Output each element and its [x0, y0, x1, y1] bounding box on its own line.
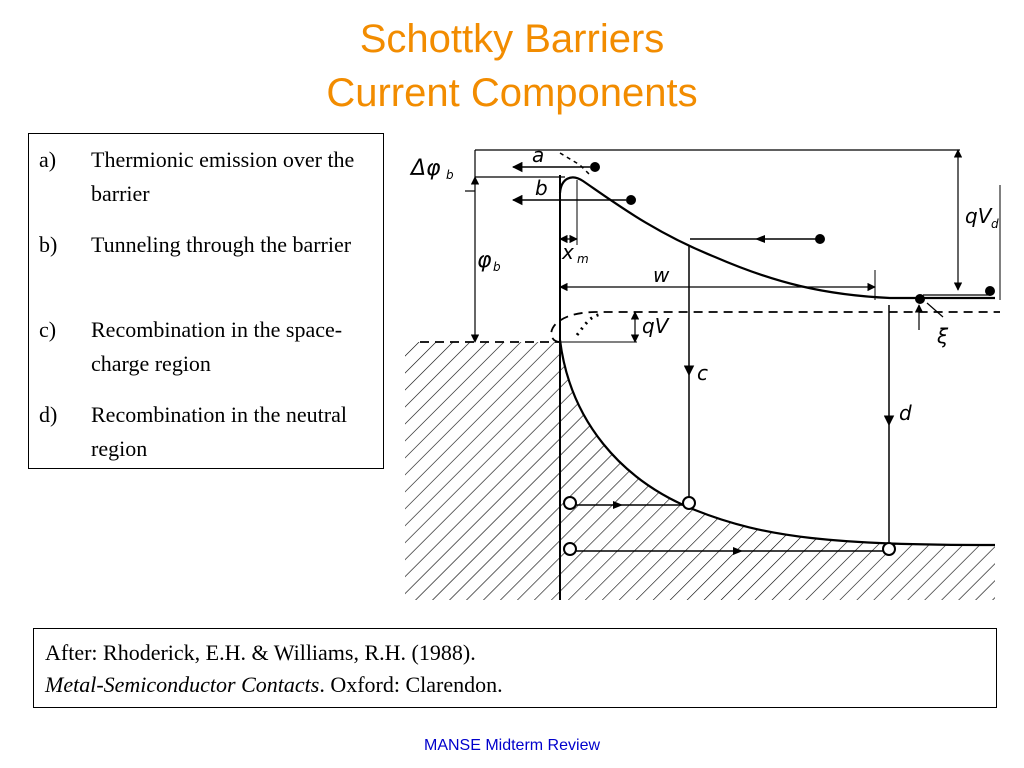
qv-label: qV — [642, 314, 669, 338]
delta-phi-b-subscript: b — [446, 168, 454, 182]
citation-book-title: Metal-Semiconductor Contacts — [45, 672, 320, 697]
list-item-text: Thermionic emission over the barrier — [91, 147, 355, 206]
path-b-label: b — [535, 176, 548, 200]
qvd-subscript: d — [991, 217, 999, 231]
list-item — [39, 313, 379, 381]
path-a-thermionic — [513, 143, 600, 172]
qvd-label: qV — [965, 204, 992, 228]
list-item-marker: a) — [39, 147, 57, 172]
image-force-dashed — [560, 153, 590, 175]
path-b-tunneling — [513, 176, 636, 205]
quasi-fermi-dotted — [577, 314, 603, 335]
semiconductor-fermi-level — [551, 312, 1000, 342]
list-item-text: Recombination in the neutral region — [91, 402, 347, 461]
citation-line-2 — [45, 669, 996, 701]
list-item — [39, 228, 379, 262]
list-item-text: Recombination in the space-charge region — [91, 317, 343, 376]
current-components-list — [28, 133, 384, 469]
x-m-subscript: m — [577, 252, 589, 266]
list-item-marker: c) — [39, 317, 57, 342]
phi-b-label: φ — [477, 248, 492, 273]
citation-box — [33, 628, 997, 708]
metal-region — [405, 175, 560, 600]
citation-publisher: . Oxford: Clarendon. — [319, 672, 503, 697]
valence-band-region — [560, 335, 1000, 600]
xi-label: ξ — [937, 324, 949, 348]
phi-b-subscript: b — [493, 260, 501, 274]
citation-line-1: After: Rhoderick, E.H. & Williams, R.H. (1988). — [45, 640, 476, 665]
list-item — [39, 398, 379, 466]
list-item-text: Tunneling through the barrier — [91, 232, 352, 257]
list-item-marker: d) — [39, 402, 58, 427]
conduction-band-edge — [560, 177, 995, 298]
delta-phi-b-label: Δφ — [411, 156, 441, 181]
slide-footer: MANSE Midterm Review — [423, 737, 601, 754]
schottky-band-diagram — [405, 135, 1005, 600]
slide-title-line-1: Schottky Barriers — [359, 17, 665, 61]
x-m-label: x — [562, 240, 574, 264]
slide-title-line-2: Current Components — [326, 71, 698, 115]
path-d-label: d — [899, 401, 912, 425]
list-item — [39, 143, 379, 211]
path-c-label: c — [697, 361, 708, 385]
path-a-label: a — [532, 143, 545, 167]
conduction-electron — [690, 234, 825, 244]
w-label: w — [653, 263, 670, 287]
list-item-marker: b) — [39, 232, 58, 257]
